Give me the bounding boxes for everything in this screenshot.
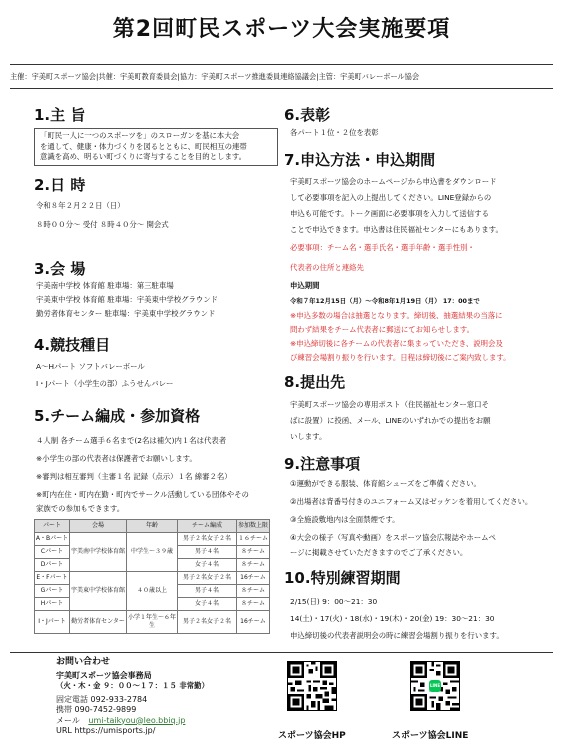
s1-line: 意識を高め、明るい町づくりに寄与することを目的とします。 — [40, 152, 247, 161]
table-cell: ８チーム — [237, 598, 270, 611]
s7-line: ことで申込できます。申込書は住民福祉センターにもあります。 — [290, 225, 503, 234]
contact-email-row — [56, 716, 209, 727]
contact-hours: （火・木・金 ９：００～１７：１５ 非常勤） — [56, 681, 209, 690]
s7-period-label: 申込期間 — [290, 281, 320, 290]
table-cell: ８チーム — [237, 546, 270, 559]
table-header: 会場 — [70, 520, 127, 533]
table-row — [35, 533, 270, 546]
s5-line: ※小学生の部の代表者は保護者でお願いします。 — [36, 454, 197, 463]
table-cell: Gパート — [35, 585, 70, 598]
team-table — [34, 519, 270, 634]
section-7-heading: 7.申込方法・申込期間 — [284, 151, 436, 169]
s8-line: 宇美町スポーツ協会の専用ポスト（住民福祉センター窓口そ — [290, 400, 489, 409]
table-cell: 宇美東中学校体育館 — [70, 572, 127, 611]
table-cell: 女子４名 — [178, 598, 237, 611]
section-4-heading: 4.競技種目 — [34, 336, 111, 354]
contact-email-label: メール — [56, 715, 80, 725]
line-logo-icon: LINE — [429, 680, 441, 692]
s3-line: 宇美東中学校 体育館 駐車場：宇美東中学校グラウンド — [36, 295, 219, 304]
qr-code-hp[interactable] — [287, 661, 337, 711]
section-9-heading: 9.注意事項 — [284, 455, 361, 473]
page-title: 第2回町民スポーツ大会実施要項 — [112, 17, 451, 42]
contact-email-link[interactable]: umi-taikyou@leo.bbiq.jp — [88, 715, 186, 725]
table-cell: Dパート — [35, 559, 70, 572]
contact-heading: お問い合わせ — [56, 657, 111, 667]
contact-block — [56, 657, 209, 737]
s2-line: ８時００分～ 受付 ８時４０分～ 開会式 — [36, 220, 169, 229]
table-cell: 男子４名 — [178, 585, 237, 598]
qr-label-line: スポーツ協会LINE — [392, 731, 469, 741]
s5-line: 家族での参加もできます。 — [36, 504, 125, 513]
s7-required: 代表者の住所と連絡先 — [290, 263, 364, 272]
table-cell: 小学１年生～６年生 — [127, 611, 178, 634]
table-header-row — [35, 520, 270, 533]
table-row — [35, 611, 270, 634]
table-cell: 女子４名 — [178, 559, 237, 572]
s9-line: ②出場者は背番号付きのユニフォーム又はゼッケンを着用してください。 — [290, 497, 533, 506]
table-cell: １６チーム — [237, 533, 270, 546]
s5-line: ４人制 各チーム選手６名まで(2名は補欠)内１名は代表者 — [36, 436, 227, 445]
section-8-heading: 8.提出先 — [284, 373, 346, 391]
s7-note: ※申込多数の場合は抽選となります。締切後、抽選結果の当落に — [290, 311, 503, 320]
s10-line: 14(土)・17(火)・18(水)・19(木)・20(金) 19：30～21：30 — [290, 614, 495, 623]
s1-line: 「町民一人に一つのスポーツを」のスローガンを基に本大会 — [40, 131, 240, 140]
s7-period: 令和７年12月15日（月）～令和8年1月19日（月） 17：00まで — [290, 297, 480, 305]
s7-required: 必要事項：チーム名・選手氏名・選手年齢・選手性別・ — [290, 243, 475, 252]
table-cell: 16チーム — [237, 611, 270, 634]
s7-note: び練習会場割り振りを行います。日程は締切後にご案内致します。 — [290, 353, 511, 362]
table-cell: 男子２名女子２名 — [178, 611, 237, 634]
organizers-rule — [10, 88, 553, 89]
s3-line: 勤労者体育センター 駐車場：宇美東中学校グラウンド — [36, 309, 216, 318]
table-cell: ８チーム — [237, 585, 270, 598]
organizers-line: 主催：宇美町スポーツ協会|共催：宇美町教育委員会|協力：宇美町スポーツ推進委員連絡協議会|主管：宇美町バレーボール協会 — [10, 72, 420, 81]
table-cell: Hパート — [35, 598, 70, 611]
s10-line: 申込締切後の代表者説明会の時に練習会場割り振りを行います。 — [290, 631, 504, 640]
table-cell: A・Bパート — [35, 533, 70, 546]
table-cell: Cパート — [35, 546, 70, 559]
s7-note: ※申込締切後に各チームの代表者に集まっていただき、説明会及 — [290, 339, 503, 348]
s7-line: して必要事項を記入の上提出してください。LINE登録からの — [290, 193, 492, 202]
contact-org: 宇美町スポーツ協会事務局 — [56, 670, 152, 680]
section-3-heading: 3.会 場 — [34, 260, 86, 278]
table-cell: 男子４名 — [178, 546, 237, 559]
contact-phone: 固定電話 092-933-2784 — [56, 694, 148, 704]
s7-line: 宇美町スポーツ協会のホームページから申込書をダウンロード — [290, 177, 497, 186]
s9-line: ④大会の様子（写真や動画）をスポーツ協会広報誌やホームペ — [290, 533, 496, 542]
s4-line: I・Jパート（小学生の部）ふうせんバレー — [36, 379, 174, 388]
table-cell: 中学生～３９歳 — [127, 533, 178, 572]
s3-line: 宇美南中学校 体育館 駐車場：第三駐車場 — [36, 281, 174, 290]
table-header: パート — [35, 520, 70, 533]
footer-rule — [10, 652, 553, 653]
s5-line: ※審判は相互審判（主審１名 記録（点示）１名 線審２名） — [36, 472, 232, 481]
s10-line: 2/15(日) 9：00～21：30 — [290, 597, 378, 606]
section-1-box — [34, 128, 278, 166]
contact-mobile: 携帯 090-7452-9899 — [56, 705, 137, 714]
section-1-heading: 1.主 旨 — [34, 106, 86, 124]
s8-line: いします。 — [290, 432, 327, 441]
table-cell: 16チーム — [237, 572, 270, 585]
s6-line: 各パート１位・２位を表彰 — [290, 128, 379, 137]
s7-line: 申込も可能です。トーク画面に必要事項を入力して送信する — [290, 209, 489, 218]
table-cell: 勤労者体育センター — [70, 611, 127, 634]
s8-line: ばに設置）に投函、メール、LINEのいずれかでの提出をお願 — [290, 416, 491, 425]
contact-url[interactable]: URL https://umisports.jp/ — [56, 726, 156, 735]
title-rule — [10, 64, 553, 65]
section-5-heading: 5.チーム編成・参加資格 — [34, 407, 201, 425]
table-header: 参加数上限 — [237, 520, 270, 533]
section-6-heading: 6.表彰 — [284, 106, 331, 124]
table-cell: ８チーム — [237, 559, 270, 572]
qr-label-hp: スポーツ協会HP — [278, 731, 346, 741]
s9-line: ①運動ができる服装、体育館シューズをご準備ください。 — [290, 479, 481, 488]
s2-line: 令和８年２月２２日（日） — [36, 201, 125, 210]
s1-line: を通して、健康・体力づくりを図るとともに、町民相互の連帯 — [40, 141, 247, 151]
table-cell: 男子２名女子２名 — [178, 572, 237, 585]
s4-line: A～Hパート ソフトバレーボール — [36, 362, 145, 371]
s9-line: ージに掲載させていただきますのでご了承ください。 — [290, 548, 468, 557]
table-cell: 男子２名女子２名 — [178, 533, 237, 546]
section-10-heading: 10.特別練習期間 — [284, 569, 401, 587]
table-header: 年齢 — [127, 520, 178, 533]
s9-line: ③全施設敷地内は全面禁煙です。 — [290, 515, 400, 524]
table-row — [35, 572, 270, 585]
s5-line: ※町内在住・町内在勤・町内でサークル活動している団体やその — [36, 490, 249, 499]
table-cell: E・Fパート — [35, 572, 70, 585]
section-2-heading: 2.日 時 — [34, 176, 86, 194]
qr-hp-pattern-icon — [288, 662, 336, 710]
s7-note: 問わず結果をチーム代表者に郵送にてお知らせします。 — [290, 325, 474, 334]
table-cell: ４０歳以上 — [127, 572, 178, 611]
table-cell: 宇美南中学校体育館 — [70, 533, 127, 572]
qr-code-line[interactable] — [410, 661, 460, 711]
table-cell: I・Jパート — [35, 611, 70, 634]
table-header: チーム編成 — [178, 520, 237, 533]
